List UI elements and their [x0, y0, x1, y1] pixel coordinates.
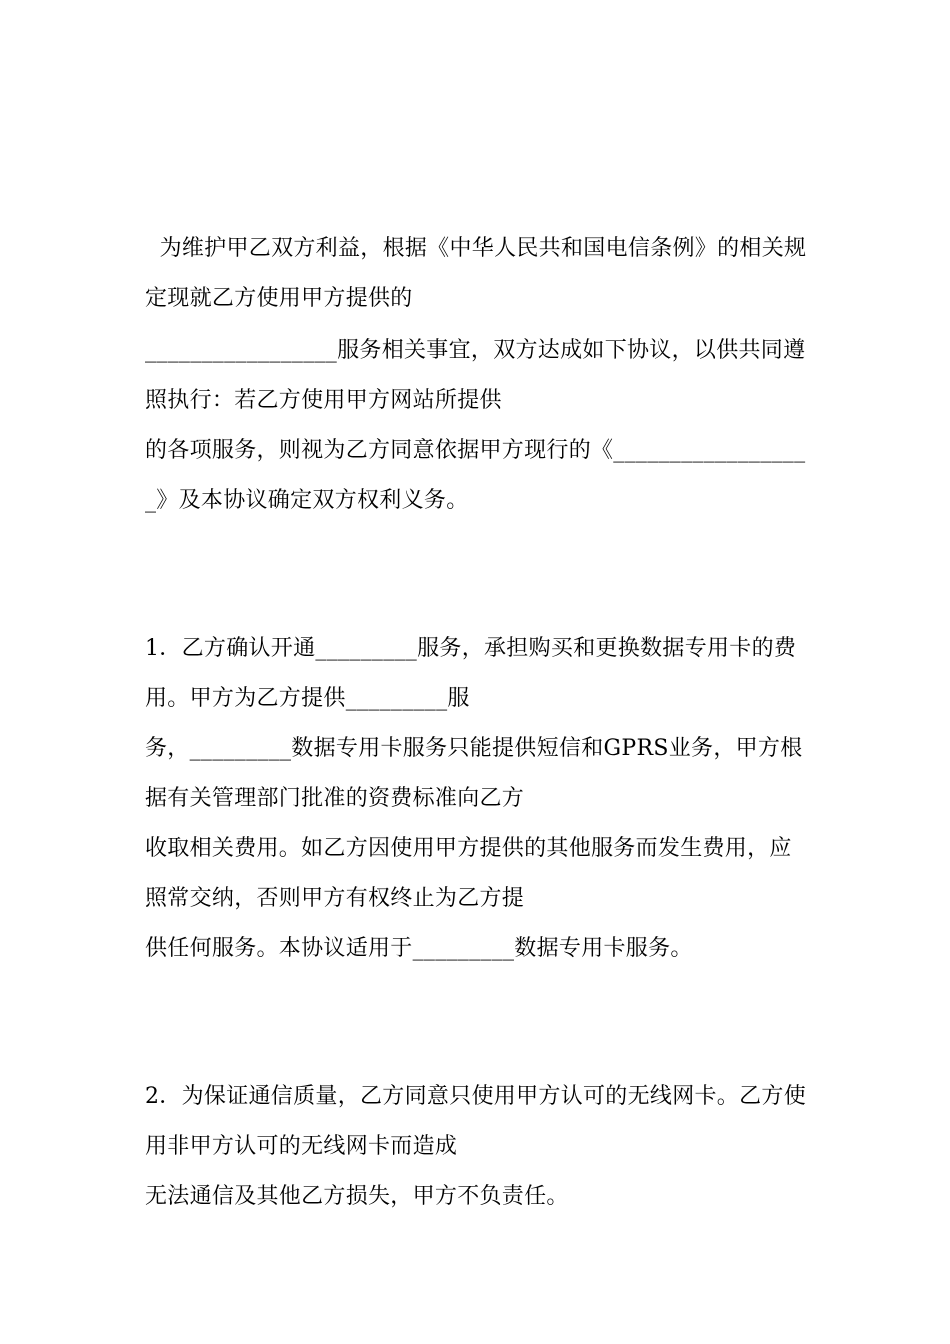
intro-line: _________________服务相关事宜，双方达成如下协议，以供共同遵 [145, 338, 806, 363]
intro-line: 定现就乙方使用甲方提供的 [145, 286, 413, 311]
clause-2-line: 无法通信及其他乙方损失，甲方不负责任。 [145, 1184, 569, 1209]
intro-line: 为维护甲乙双方利益，根据《中华人民共和国电信条例》的相关规 [145, 236, 807, 261]
clause-1-line: 务，_________数据专用卡服务只能提供短信和GPRS业务，甲方根 [145, 736, 803, 761]
clause-1-line: 照常交纳，否则甲方有权终止为乙方提 [145, 886, 525, 911]
clause-1-line: 用。甲方为乙方提供_________服 [145, 686, 470, 711]
intro-line: _》及本协议确定双方权利义务。 [145, 488, 469, 513]
clause-1-line: 收取相关费用。如乙方因使用甲方提供的其他服务而发生费用，应 [145, 836, 792, 861]
clause-1-line: 供任何服务。本协议适用于_________数据专用卡服务。 [145, 936, 693, 961]
clause-1-line: 1．乙方确认开通_________服务，承担购买和更换数据专用卡的费 [145, 636, 797, 661]
intro-line: 的各项服务，则视为乙方同意依据甲方现行的《_________________ [145, 438, 806, 463]
clause-2-line: 2．为保证通信质量，乙方同意只使用甲方认可的无线网卡。乙方使 [145, 1084, 806, 1109]
clause-2-line: 用非甲方认可的无线网卡而造成 [145, 1134, 458, 1159]
clause-1-line: 据有关管理部门批准的资费标准向乙方 [145, 786, 525, 811]
intro-line: 照执行：若乙方使用甲方网站所提供 [145, 388, 502, 413]
